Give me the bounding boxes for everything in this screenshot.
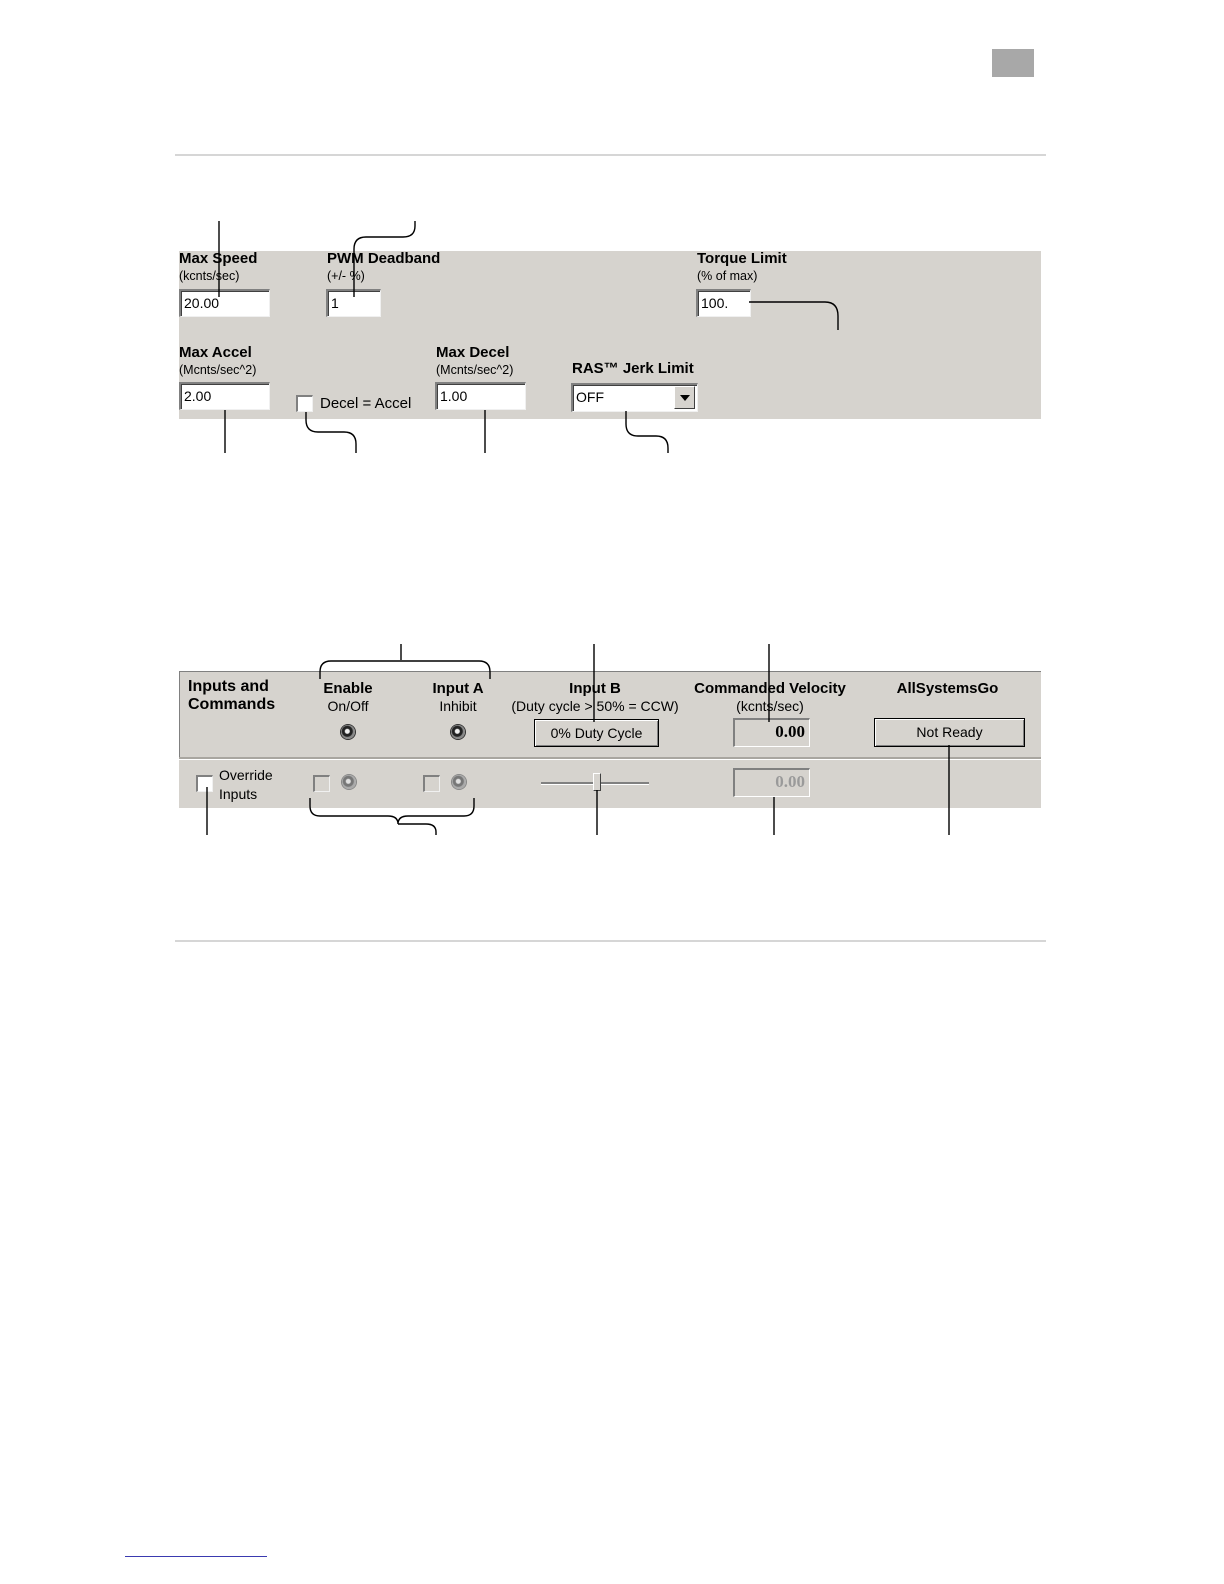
max-decel-input[interactable]: 1.00 (435, 382, 526, 410)
input-a-sub: Inhibit (439, 698, 477, 714)
input-a-label: Input A (432, 680, 484, 697)
max-speed-unit: (kcnts/sec) (179, 269, 240, 283)
max-accel-input[interactable]: 2.00 (179, 382, 270, 410)
torque-limit-label: Torque Limit (697, 250, 787, 267)
override-inputs-line1: Override (219, 767, 273, 783)
duty-cycle-button[interactable]: 0% Duty Cycle (534, 719, 659, 747)
all-systems-go-status: Not Ready (874, 718, 1025, 747)
max-speed-label: Max Speed (179, 250, 258, 267)
section-title-line1: Inputs and (188, 678, 269, 695)
max-decel-unit: (Mcnts/sec^2) (436, 363, 514, 377)
callout-decel-accel (306, 412, 356, 453)
pwm-deadband-input[interactable]: 1 (326, 289, 381, 317)
pwm-deadband-label: PWM Deadband (327, 250, 441, 267)
input-b-label: Input B (569, 680, 621, 697)
max-decel-label: Max Decel (436, 344, 510, 361)
callout-jerk-limit (626, 411, 668, 453)
ras-jerk-limit-label: RAS™ Jerk Limit (572, 360, 694, 377)
torque-limit-unit: (% of max) (697, 269, 758, 283)
commanded-velocity-label: Commanded Velocity (694, 680, 846, 697)
decel-equals-accel-label: Decel = Accel (320, 395, 412, 412)
commanded-velocity-readout: 0.00 (733, 718, 810, 747)
section-title-line2: Commands (188, 696, 276, 713)
input-b-sub: (Duty cycle > 50% = CCW) (511, 698, 679, 714)
max-speed-input[interactable]: 20.00 (179, 289, 270, 317)
commanded-velocity-sub: (kcnts/sec) (736, 698, 804, 714)
pwm-deadband-unit: (+/- %) (327, 269, 365, 283)
ras-jerk-limit-select[interactable]: OFF (571, 383, 698, 412)
enable-label: Enable (323, 680, 373, 697)
max-accel-label: Max Accel (179, 344, 252, 361)
callout-enable-inputa (320, 644, 490, 679)
torque-limit-input[interactable]: 100. (696, 289, 751, 317)
enable-sub: On/Off (327, 698, 369, 714)
callout-torque-limit (749, 302, 838, 330)
all-systems-go-label: AllSystemsGo (896, 680, 999, 697)
callout-pwm-deadband (354, 221, 415, 297)
callout-override-toggles (310, 798, 474, 835)
override-velocity-readout: 0.00 (733, 768, 810, 797)
max-accel-unit: (Mcnts/sec^2) (179, 363, 257, 377)
override-inputs-line2: Inputs (219, 786, 258, 802)
